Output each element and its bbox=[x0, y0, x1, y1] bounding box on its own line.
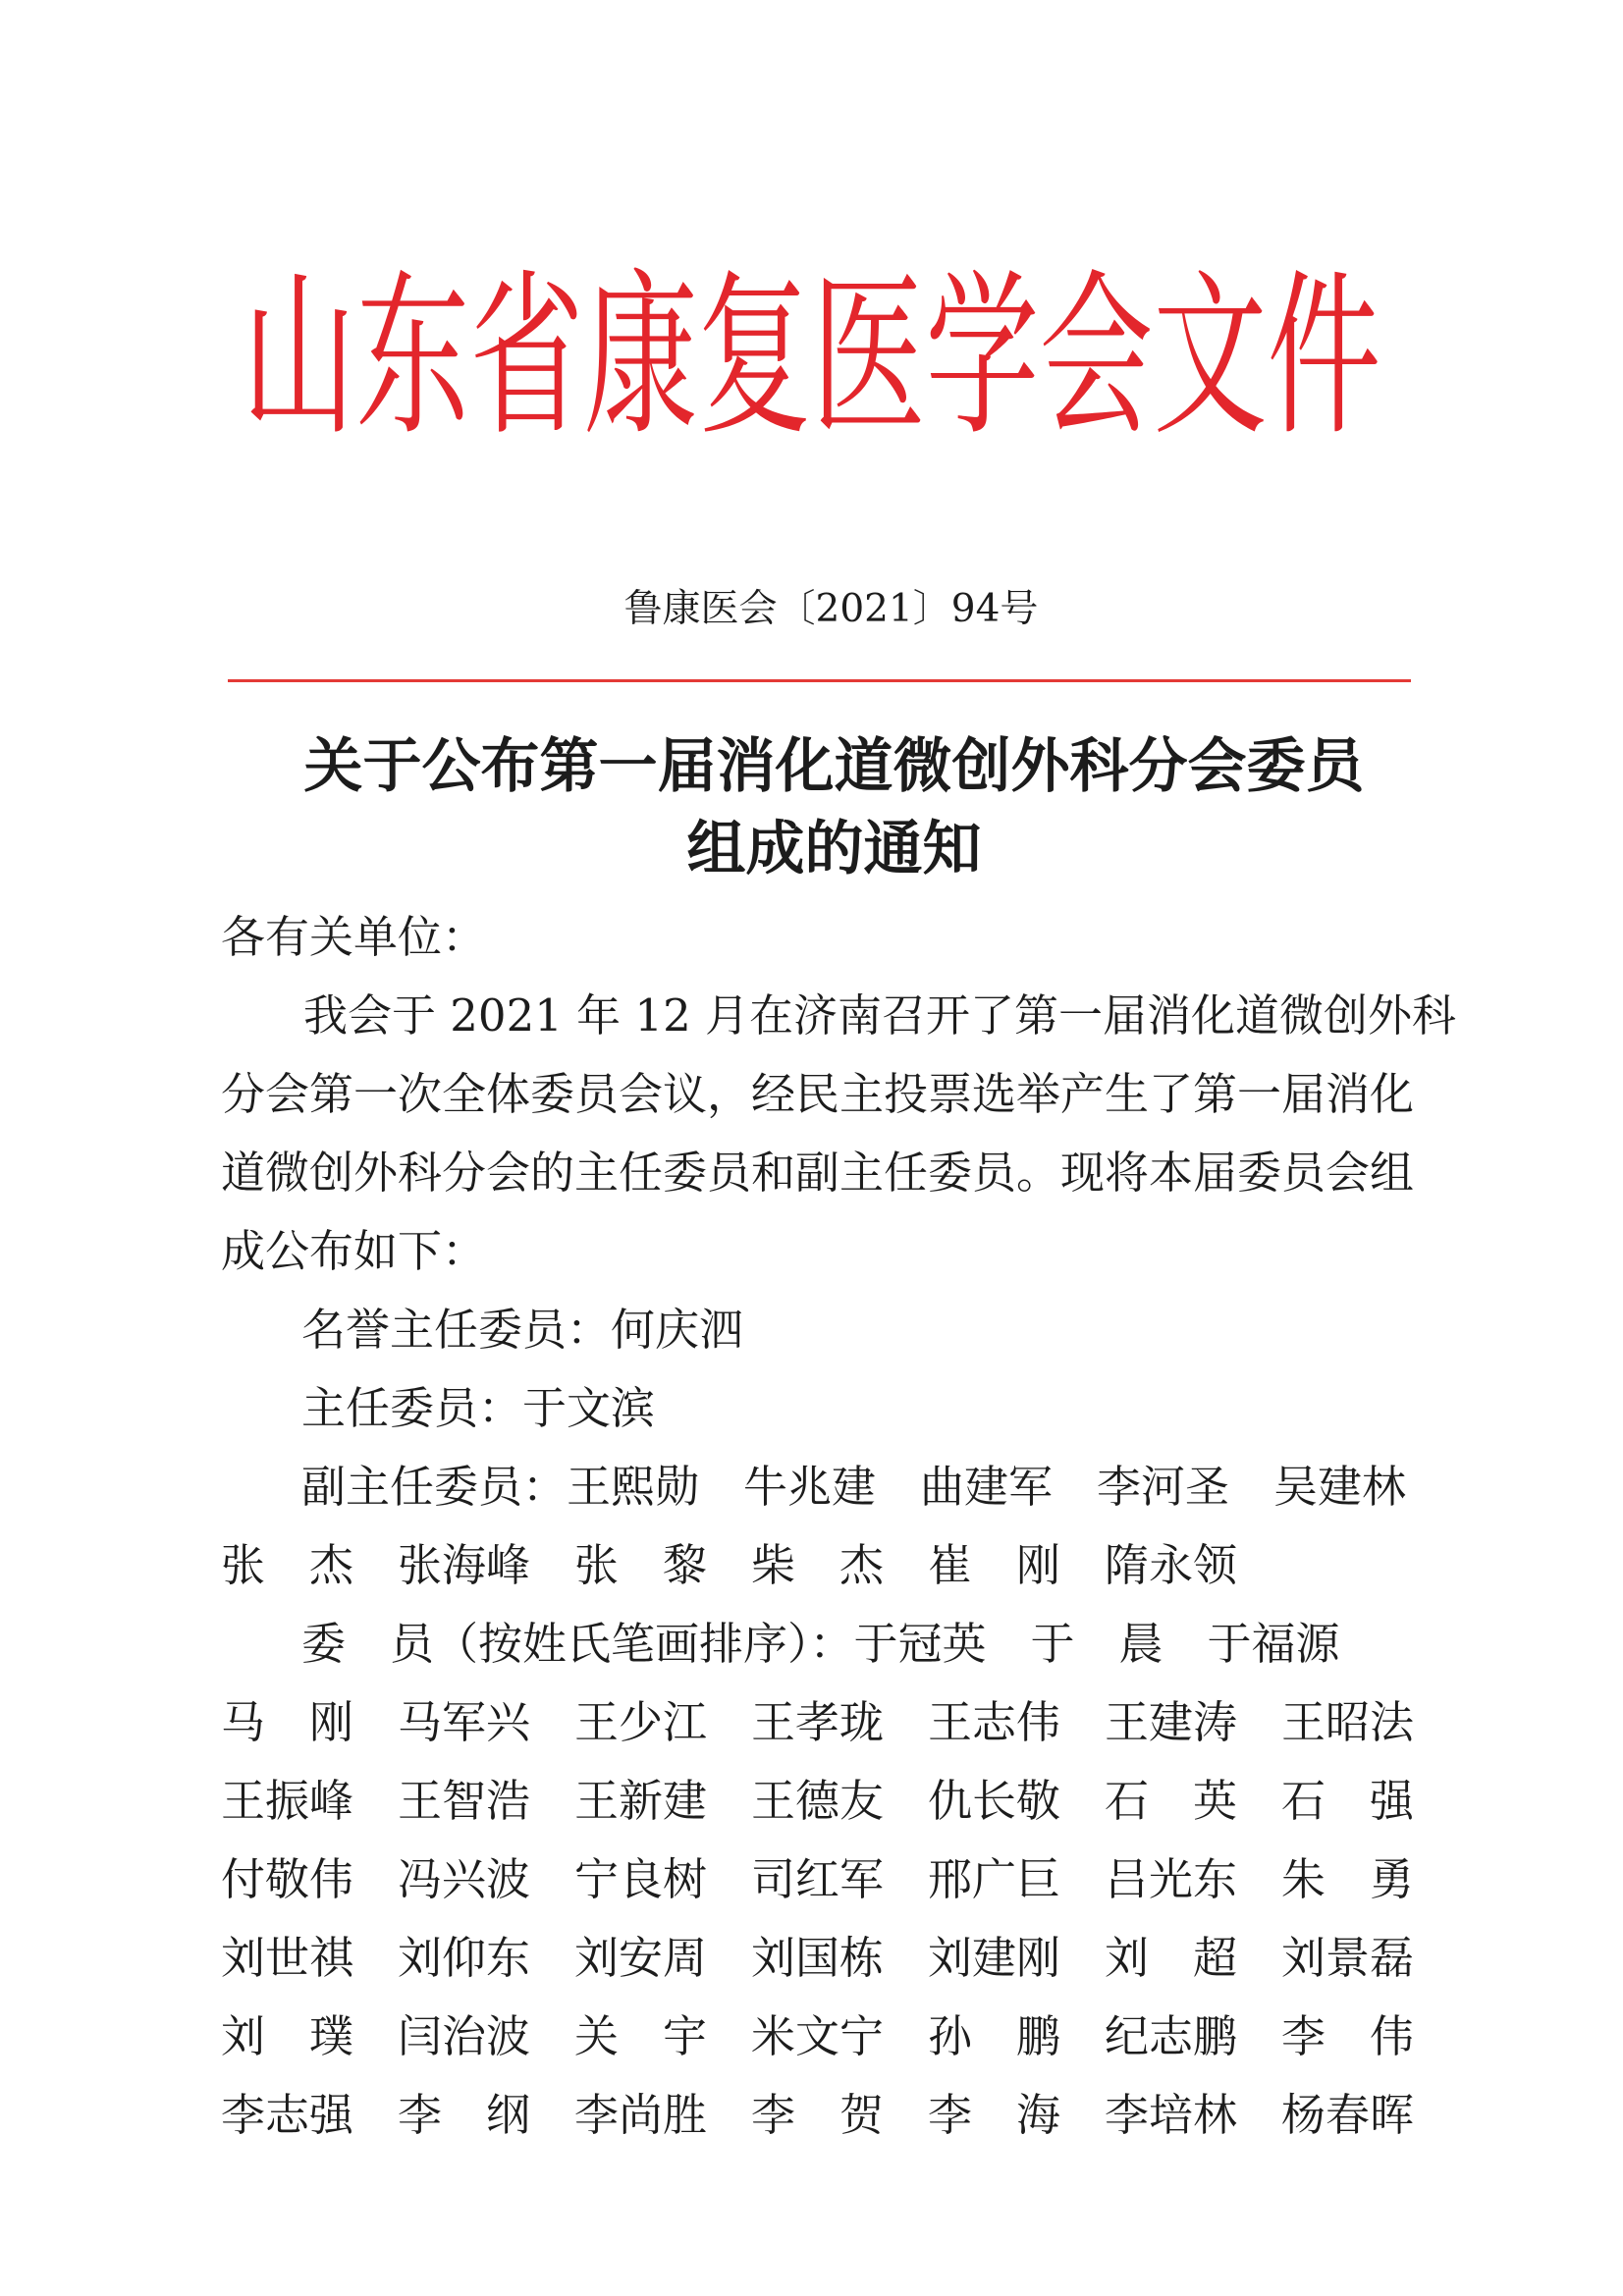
paragraph-line: 道微创外科分会的主任委员和副主任委员。现将本届委员会组 bbox=[221, 1147, 1415, 1199]
notice-title-line-2: 组成的通知 bbox=[686, 815, 982, 883]
salutation: 各有关单位： bbox=[221, 911, 487, 963]
paragraph-line: 成公布如下： bbox=[221, 1225, 487, 1277]
member-name: 刘超 bbox=[1105, 1932, 1237, 1984]
vice-chair-name: 牛兆建 bbox=[743, 1461, 877, 1513]
member-name: 刘璞 bbox=[221, 2010, 353, 2062]
notice-body bbox=[221, 898, 1460, 2155]
vice-chairs-list bbox=[221, 1448, 1460, 1605]
paragraph-line: 分会第一次全体委员会议，经民主投票选举产生了第一届消化 bbox=[221, 1068, 1415, 1120]
vice-chair-name: 曲建军 bbox=[920, 1461, 1054, 1513]
member-name: 纪志鹏 bbox=[1105, 2010, 1238, 2062]
member-name: 司红军 bbox=[751, 1853, 885, 1905]
member-name: 杨春晖 bbox=[1281, 2089, 1415, 2141]
red-divider-line bbox=[228, 679, 1411, 682]
member-name: 李纲 bbox=[398, 2089, 530, 2141]
member-name: 李伟 bbox=[1281, 2010, 1414, 2062]
member-name: 仇长敬 bbox=[928, 1775, 1061, 1827]
chair-line bbox=[221, 1369, 1411, 1448]
member-name: 王振峰 bbox=[221, 1775, 354, 1827]
member-name: 于冠英 bbox=[853, 1618, 987, 1670]
member-name: 马军兴 bbox=[398, 1696, 531, 1748]
member-name: 王新建 bbox=[574, 1775, 708, 1827]
member-name: 李尚胜 bbox=[574, 2089, 708, 2141]
member-name: 王少江 bbox=[574, 1696, 708, 1748]
vice-chair-name: 张杰 bbox=[221, 1539, 353, 1591]
vice-chair-name: 李河圣 bbox=[1097, 1461, 1230, 1513]
member-name: 吕光东 bbox=[1105, 1853, 1238, 1905]
member-name: 刘建刚 bbox=[928, 1932, 1061, 1984]
member-name: 刘仰东 bbox=[398, 1932, 531, 1984]
intro-paragraph bbox=[221, 977, 1460, 1291]
honorary-chair-label: 名誉主任委员： bbox=[301, 1304, 612, 1356]
honorary-chair-line bbox=[221, 1291, 1411, 1369]
members-label bbox=[301, 1605, 854, 1683]
member-name: 冯兴波 bbox=[398, 1853, 531, 1905]
members-label-note: （按姓氏笔画排序）： bbox=[434, 1618, 854, 1670]
member-name: 关宇 bbox=[574, 2010, 707, 2062]
member-name: 王昭法 bbox=[1281, 1696, 1415, 1748]
vice-chair-name: 隋永领 bbox=[1105, 1539, 1238, 1591]
member-name: 马刚 bbox=[221, 1696, 353, 1748]
honorary-chair-name: 何庆泗 bbox=[611, 1304, 744, 1356]
member-name: 朱勇 bbox=[1281, 1853, 1414, 1905]
chair-label: 主任委员： bbox=[301, 1382, 523, 1434]
member-name: 王智浩 bbox=[398, 1775, 531, 1827]
member-name: 王建涛 bbox=[1105, 1696, 1238, 1748]
member-name: 宁良树 bbox=[574, 1853, 708, 1905]
member-name: 于福源 bbox=[1207, 1618, 1340, 1670]
chair-name: 于文滨 bbox=[522, 1382, 656, 1434]
member-name: 刘景磊 bbox=[1281, 1932, 1415, 1984]
member-name: 邢广巨 bbox=[928, 1853, 1061, 1905]
member-name: 米文宁 bbox=[751, 2010, 885, 2062]
notice-title bbox=[45, 725, 1623, 890]
paragraph-line: 我会于 2021 年 12 月在济南召开了第一届消化道微创外科 bbox=[303, 989, 1457, 1041]
vice-chair-name: 柴杰 bbox=[751, 1539, 884, 1591]
letterhead-title: 山东省康复医学会文件 bbox=[242, 254, 1381, 460]
member-name: 付敬伟 bbox=[221, 1853, 354, 1905]
vice-chair-name: 崔刚 bbox=[928, 1539, 1060, 1591]
member-name: 王孝珑 bbox=[751, 1696, 885, 1748]
member-name: 李海 bbox=[928, 2089, 1060, 2141]
member-name: 孙鹏 bbox=[928, 2010, 1060, 2062]
members-label-head: 委员 bbox=[301, 1618, 434, 1670]
member-name: 石强 bbox=[1281, 1775, 1414, 1827]
member-name: 刘国栋 bbox=[751, 1932, 885, 1984]
member-name: 于晨 bbox=[1030, 1618, 1163, 1670]
members-list bbox=[221, 1605, 1460, 2155]
member-name: 闫治波 bbox=[398, 2010, 531, 2062]
member-name: 刘安周 bbox=[574, 1932, 708, 1984]
member-name: 李贺 bbox=[751, 2089, 884, 2141]
vice-chair-name: 吴建林 bbox=[1273, 1461, 1407, 1513]
notice-title-line-1: 关于公布第一届消化道微创外科分会委员 bbox=[303, 732, 1365, 801]
member-name: 王德友 bbox=[751, 1775, 885, 1827]
member-name: 王志伟 bbox=[928, 1696, 1061, 1748]
document-number: 鲁康医会〔2021〕94号 bbox=[623, 587, 1039, 631]
vice-chairs-label: 副主任委员： bbox=[301, 1461, 568, 1513]
member-name: 刘世祺 bbox=[221, 1932, 354, 1984]
member-name: 李培林 bbox=[1105, 2089, 1238, 2141]
member-name: 李志强 bbox=[221, 2089, 354, 2141]
vice-chair-name: 张海峰 bbox=[398, 1539, 531, 1591]
member-name: 石英 bbox=[1105, 1775, 1237, 1827]
vice-chair-name: 张黎 bbox=[574, 1539, 707, 1591]
vice-chair-name: 王熙勋 bbox=[567, 1461, 700, 1513]
